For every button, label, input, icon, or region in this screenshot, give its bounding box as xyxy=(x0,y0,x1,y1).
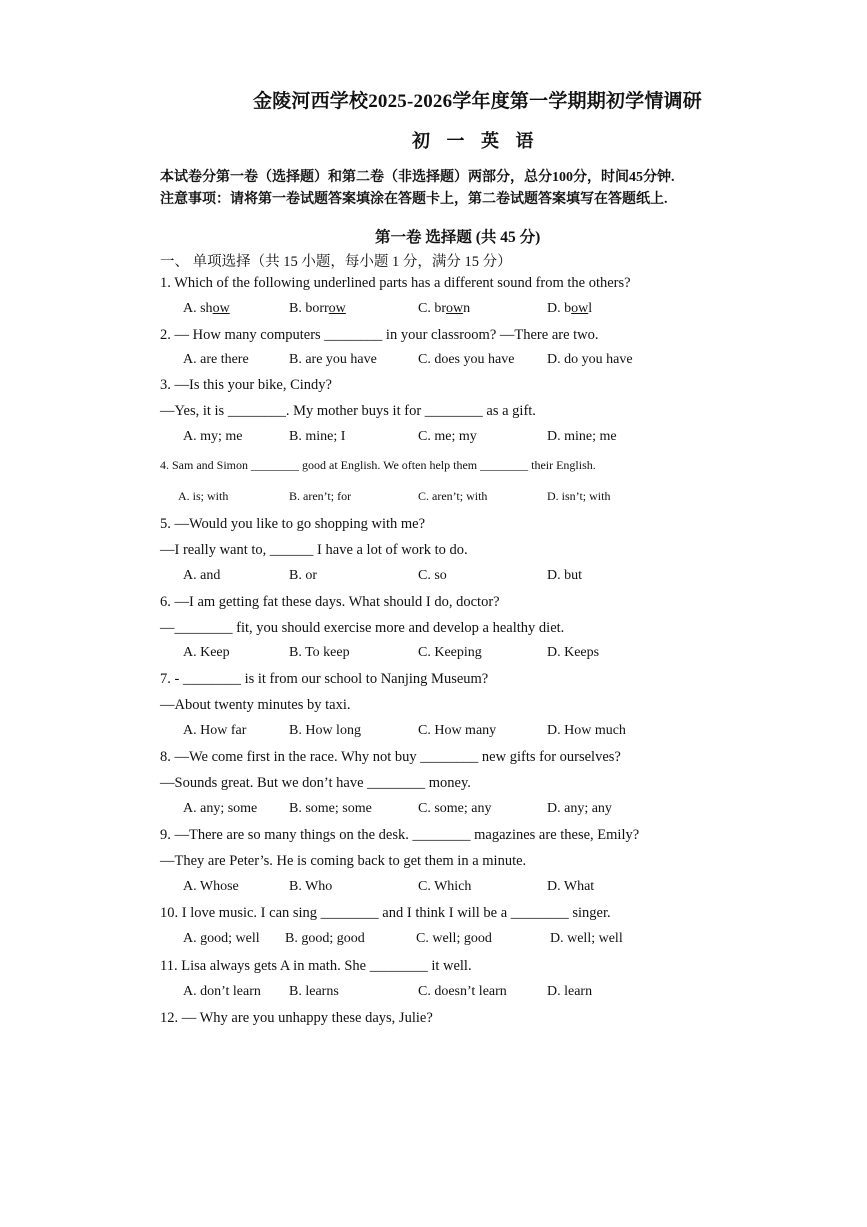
option-3b: B. mine; I xyxy=(289,429,346,444)
option-5d: D. but xyxy=(547,568,582,583)
question-3-reply: —Yes, it is ________. My mother buys it for ________ as a gift. xyxy=(160,403,536,419)
option-9d: D. What xyxy=(547,879,595,894)
question-6: 6. —I am getting fat these days. What should I do, doctor? xyxy=(160,594,500,610)
question-6-reply: —________ fit, you should exercise more and develop a healthy diet. xyxy=(160,620,565,636)
option-5b: B. or xyxy=(289,568,317,583)
option-10b: B. good; good xyxy=(285,931,365,946)
option-7a: A. How far xyxy=(183,723,247,738)
option-11d: D. learn xyxy=(547,984,593,999)
exam-instructions: 本试卷分第一卷（选择题）和第二卷（非选择题）两部分，总分100分，时间45分钟. xyxy=(160,170,675,185)
option-2c: C. does you have xyxy=(418,352,515,367)
question-5-reply: —I really want to, ______ I have a lot of work to do. xyxy=(160,542,468,558)
question-3: 3. —Is this your bike, Cindy? xyxy=(160,377,332,393)
option-1c: C. brown xyxy=(418,301,471,316)
question-8-reply: —Sounds great. But we don’t have ________ money. xyxy=(160,775,471,791)
exam-subject: 初 一 英 语 xyxy=(412,131,540,151)
question-8: 8. —We come first in the race. Why not buy ________ new gifts for ourselves? xyxy=(160,749,621,765)
option-7d: D. How much xyxy=(547,723,626,738)
option-2d: D. do you have xyxy=(547,352,633,367)
option-2a: A. are there xyxy=(183,352,249,367)
option-3c: C. me; my xyxy=(418,429,477,444)
option-6c: C. Keeping xyxy=(418,645,482,660)
option-11c: C. doesn’t learn xyxy=(418,984,507,999)
option-6a: A. Keep xyxy=(183,645,230,660)
option-11a: A. don’t learn xyxy=(183,984,261,999)
option-8a: A. any; some xyxy=(183,801,258,816)
option-4d: D. isn’t; with xyxy=(547,489,611,503)
option-4b: B. aren’t; for xyxy=(289,489,352,503)
option-1a: A. show xyxy=(183,301,230,316)
question-7-reply: —About twenty minutes by taxi. xyxy=(160,697,351,713)
option-1b: B. borrow xyxy=(289,301,346,316)
option-10d: D. well; well xyxy=(550,931,623,946)
question-11: 11. Lisa always gets A in math. She ________ it well. xyxy=(160,958,472,974)
option-3a: A. my; me xyxy=(183,429,243,444)
option-11b: B. learns xyxy=(289,984,339,999)
question-9: 9. —There are so many things on the desk. ________ magazines are these, Emily? xyxy=(160,827,640,843)
section-heading: 一、 单项选择（共 15 小题，每小题 1 分，满分 15 分） xyxy=(160,254,512,270)
option-5c: C. so xyxy=(418,568,447,583)
option-8d: D. any; any xyxy=(547,801,612,816)
option-9a: A. Whose xyxy=(183,879,239,894)
option-10c: C. well; good xyxy=(416,931,492,946)
question-9-reply: —They are Peter’s. He is coming back to get them in a minute. xyxy=(160,853,527,869)
question-10: 10. I love music. I can sing ________ and I think I will be a ________ singer. xyxy=(160,905,611,921)
option-1d: D. bowl xyxy=(547,301,593,316)
option-4a: A. is; with xyxy=(178,489,229,503)
question-2: 2. — How many computers ________ in your classroom? —There are two. xyxy=(160,327,599,343)
option-3d: D. mine; me xyxy=(547,429,617,444)
exam-notice: 注意事项：请将第一卷试题答案填涂在答题卡上，第二卷试题答案填写在答题纸上. xyxy=(160,192,668,207)
part-heading: 第一卷 选择题 (共 45 分) xyxy=(375,229,541,246)
question-4: 4. Sam and Simon ________ good at English. We often help them ________ their English. xyxy=(160,458,596,472)
option-9c: C. Which xyxy=(418,879,472,894)
question-1: 1. Which of the following underlined parts has a different sound from the others? xyxy=(160,275,631,291)
option-8c: C. some; any xyxy=(418,801,492,816)
option-6d: D. Keeps xyxy=(547,645,600,660)
option-9b: B. Who xyxy=(289,879,333,894)
option-8b: B. some; some xyxy=(289,801,372,816)
option-2b: B. are you have xyxy=(289,352,377,367)
option-10a: A. good; well xyxy=(183,931,260,946)
option-7c: C. How many xyxy=(418,723,497,738)
question-5: 5. —Would you like to go shopping with me? xyxy=(160,516,426,532)
option-5a: A. and xyxy=(183,568,221,583)
question-7: 7. - ________ is it from our school to Nanjing Museum? xyxy=(160,671,489,687)
option-6b: B. To keep xyxy=(289,645,350,660)
option-4c: C. aren’t; with xyxy=(418,489,488,503)
question-12: 12. — Why are you unhappy these days, Julie? xyxy=(160,1010,433,1026)
option-7b: B. How long xyxy=(289,723,361,738)
exam-title: 金陵河西学校2025-2026学年度第一学期期初学情调研 xyxy=(253,91,702,112)
